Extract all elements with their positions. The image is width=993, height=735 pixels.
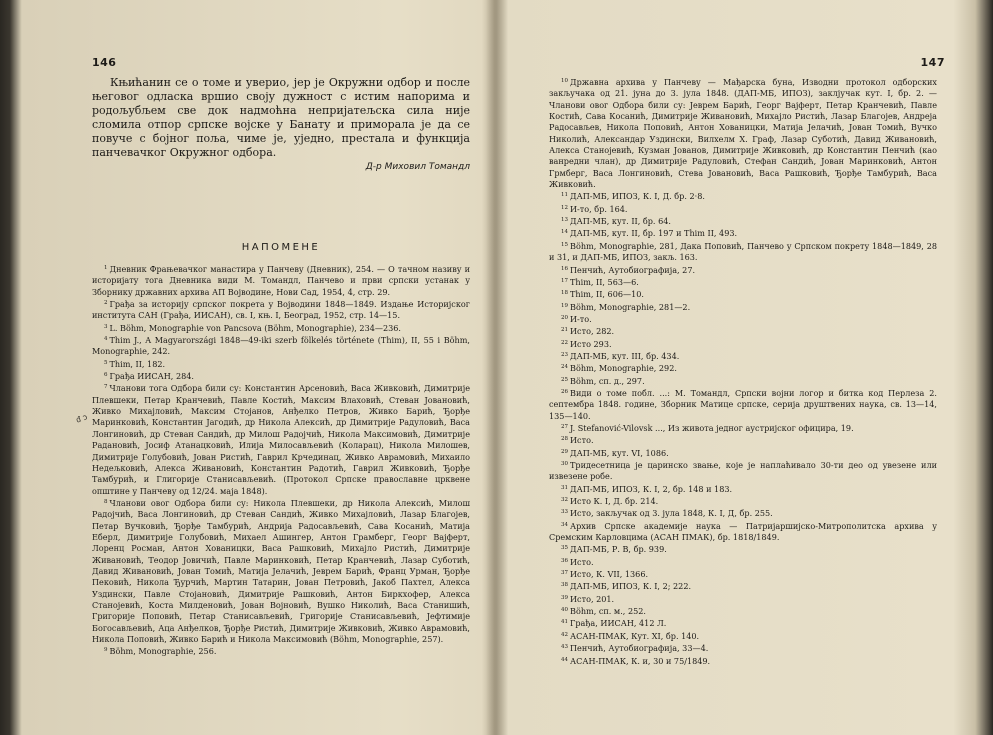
footnote: $^{38}$ ДАП-МБ, ИПОЗ, К. I, 2; 222. — [561, 581, 692, 592]
footnote: $^{20}$ И-то. — [561, 313, 592, 324]
footnote: $^{10}$ Државна архива у Панчеву — Мађарска буна, Изводни протокол одборских закључака од 21. јуна до 3. јула 1848. (ДАП-МБ, ИПОЗ), заклјучак кут. I, бр. 2. — Чланови овог Одбора били су: Јеврем Барић, Георг Вајферт, Петар Кранчевић, Павле Костић, Сава Косанић, Димитрије Живановић, Михајло Ристић, Лазар Благојев, Андреја Радосављев, Никола Поповић, Антон Хованицки, Матија Јелачић, Јован Томић, Вучко Николић, Александар Уздински, Вилхелм Х. Граф, Лазар Суботић, Давид Живановић, Алекса Станојевић, Кузман Јованов, Димитрије Живковић, др Константин Пенчић (као ванредни члан), др Димитрије Радуловић, Стефан Сандић, Јован Маринковић, Антон Грмберг, Васа Лонгиновић, Стева Јовановић, Васа Рашковић, Ђорђе Тамбурић, Васа Живковић. — [549, 77, 937, 190]
left-column — [92, 76, 470, 658]
footnote: $^{18}$ Thim, II, 606—10. — [561, 289, 644, 300]
footnote: $^{35}$ ДАП-МБ, Р. В, бр. 939. — [561, 544, 667, 555]
page-number-left: 146 — [92, 56, 117, 69]
left-page — [18, 0, 493, 735]
footnote: $^9$ Böhm, Monographie, 256. — [104, 646, 217, 657]
footnote: $^{17}$ Thim, II, 563—6. — [561, 276, 639, 287]
footnote: $^{44}$ АСАН-ПМАК, К. и, 30 и 75/1849. — [561, 655, 711, 666]
footnote: $^{21}$ Исто, 282. — [561, 326, 615, 337]
left-notes — [92, 263, 470, 658]
footnote: $^8$ Чланови овог Одбора били су: Никола Плевшеки, др Никола Алексић, Милош Радојчић, Васа Лонгиновић, др Стеван Сандић, Живко Михајловић, Лазар Благојев, Петар Вучковић, Ђорђе Тамбурић, Андрија Радосављевић, Сава Косанић, Матија Еберл, Димитрије Голубовић, Михаел Ашингер, Антон Грамберг, Георг Вајферт, Лоренц Росман, Антон Хованицки, Васа Рашковић, Михајло Ристић, Димитрије Живановић, Теодор Јовичић, Павле Маринковић, Петар Кранчевић, Лазар Суботић, Давид Живановић, Јован Томић, Матија Јелачић, Јеврем Барић, Франц Урман, Ђорђе Пековић, Никола Ђурчић, Мартин Татарин, Јован Петровић, Јакоб Пахтел, Алекса Уздински, Павле Стојановић, Димитрије Рашковић, Антон Биркхофер, Алекса Станојевић, Коста Милденовић, Јован Војновић, Вушко Николић, Васа Станишић, Григорије Поповић, Петар Станисављевић, Григорије Станисављевић, Јефтимије Богосављевић, Аца Анђелков, Ђорђе Ристић, Димитрије Живковић, Живко Аврамовић, Никола Поповић, Живко Барић и Никола Максимовић (Böhm, Monographie, 257). — [92, 497, 470, 644]
footnote: $^{16}$ Пенчић, Аутобиографија, 27. — [561, 264, 696, 275]
footnote: $^{42}$ АСАН-ПМАК, Кут. XI, бр. 140. — [561, 630, 700, 641]
footnote: $^5$ Thim, II, 182. — [104, 358, 166, 369]
footnote: $^{22}$ Исто 293. — [561, 338, 612, 349]
footnote: $^2$ Грађа за историју српског покрета у Војводини 1848—1849. Издање Историјског института САН (Грађа, ИИСАН), св. I, књ. I, Београд, 1952, стр. 14—15. — [92, 299, 470, 321]
footnote: $^{23}$ ДАП-МБ, кут. III, бр. 434. — [561, 350, 680, 361]
footnote: $^{37}$ Исто, К. VII, 1366. — [561, 569, 649, 580]
footnote: $^{14}$ ДАП-МБ, кут. II, бр. 197 и Thim II, 493. — [561, 228, 738, 239]
footnote: $^{24}$ Böhm, Monographie, 292. — [561, 363, 677, 374]
footnote: $^{40}$ Böhm, сп. м., 252. — [561, 606, 646, 617]
footnote — [549, 729, 937, 735]
footnote — [549, 679, 937, 691]
intro-paragraph: Књићанин се о томе и уверио, јер је Окружни одбор и после његовог одласка вршио своју дужност с истим напорима и родољубљем све док надмоћна непријатељска сила није сломила отпор српске војске у Банату и приморала је да се повуче с бојног поља, чиме је, уједно, престала и функција панчевачког Окружног одбора. — [92, 76, 470, 159]
footnote: $^{33}$ Исто, закључак од 3. јула 1848, К. I, Д, бр. 255. — [561, 508, 773, 519]
footnote: $^{25}$ Böhm, сп. д., 297. — [561, 375, 645, 386]
footnote: $^{26}$ Види о томе побл. ...: М. Томандл, Српски војни логор и битка код Перлеза 2. септембра 1848. године, Зборник Матице српске, серија друштвених наука, св. 13—14, 135—140. — [549, 387, 937, 421]
footnote: $^{32}$ Исто К. I, Д. бр. 214. — [561, 496, 659, 507]
footnote: $^1$ Дневник Фрањевачког манастира у Панчеву (Дневник), 254. — О тачном називу и историјату тога Дневника види М. Томандл, Панчево и први српски устанак у Зборнику државних архива АП Војводине, Нови Сад, 1954, 4, стр. 29. — [92, 264, 470, 297]
footnote: $^{12}$ И-то, бр. 164. — [561, 203, 628, 214]
footnote: $^{30}$ Тридесетница је царинско звање, које је наплаћивало 30-ти део од увезене или извезене робе. — [549, 460, 937, 482]
footnote: $^6$ Грађа ИИСАН, 284. — [104, 371, 194, 382]
margin-mark: ᵭ ↄ — [74, 412, 89, 425]
footnote — [549, 692, 937, 704]
right-notes — [549, 76, 937, 735]
footnote: $^{27}$ J. Stefanović-Vilovsk ..., Из живота једног аустријског официра, 19. — [561, 422, 854, 433]
author-signature: Д-р Миховил Томандл — [365, 162, 470, 172]
footnote: $^{43}$ Пенчић, Аутобиографија, 33—4. — [561, 643, 709, 654]
footnote: $^{19}$ Böhm, Monographie, 281—2. — [561, 301, 691, 312]
notes-heading: НАПОМЕНЕ — [241, 242, 321, 253]
footnote: $^3$ L. Böhm, Monographie von Pancsova (Böhm, Monographie), 234—236. — [104, 322, 401, 333]
footnote: $^{13}$ ДАП-МБ, кут. II, бр. 64. — [561, 216, 671, 227]
footnote: $^{31}$ ДАП-МБ, ИПОЗ, К. I, 2, бр. 148 и 183. — [561, 483, 733, 494]
footnote: $^{39}$ Исто, 201. — [561, 593, 615, 604]
footnote: $^{34}$ Архив Српске академије наука — Патријаршијско-Митрополитска архива у Сремским Карловцима (АСАН ПМАК), бр. 1818/1849. — [549, 520, 937, 543]
footnote: $^4$ Thim J., A Magyarországi 1848—49-iki szerb fölkelés története (Thim), II, 55 i Böhm, Monographie, 242. — [92, 335, 470, 357]
footnote — [549, 704, 937, 716]
right-page — [505, 0, 975, 735]
footnote — [549, 716, 937, 728]
page-number-right: 147 — [920, 56, 945, 69]
footnote: $^7$ Чланови тога Одбора били су: Константин Арсеновић, Васа Живковић, Димитрије Плевшеки, Петар Кранчевић, Павле Костић, Максим Влаховић, Стеван Јовановић, Живко Михајловић, Максим Стојанов, Анђелко Петров, Живко Барић, Ђорђе Маринковић, Константин Јагодић, др Никола Алексић, др Димитрије Радуловић, Васа Лонгиновић, др Стеван Сандић, др Милош Радојчић, Никола Максимовић, Димитрије Радановић, Јосиф Атанацковић, Илија Милосављевић (Коларац), Никола Милошев, Димитрије Голубовић, Јован Ристић, Гаврил Крчединац, Живко Аврамовић, Михаило Недељковић, Алекса Живановић, Константин Радотић, Гаврил Живковић, Ђорђе Тамбурић, и Глигорије Станисављевић. (Протокол Српске православне црквене општине у Панчеву од 12/24. маја 1848). — [92, 383, 470, 496]
footnote: $^{36}$ Исто. — [561, 556, 594, 567]
footnote: $^{15}$ Böhm, Monographie, 281, Дака Поповић, Панчево у Српском покрету 1848—1849, 28 и 31, и ДАП-МБ, ИПОЗ, закљ. 163. — [549, 240, 937, 263]
footnote — [549, 667, 937, 679]
footnote: $^{41}$ Грађа, ИИСАН, 412 Л. — [561, 618, 667, 629]
footnote: $^{29}$ ДАП-МБ, кут. VI, 1086. — [561, 447, 669, 458]
footnote: $^{11}$ ДАП-МБ, ИПОЗ, К. I, Д. бр. 2·8. — [561, 191, 705, 202]
footnote: $^{28}$ Исто. — [561, 435, 594, 446]
